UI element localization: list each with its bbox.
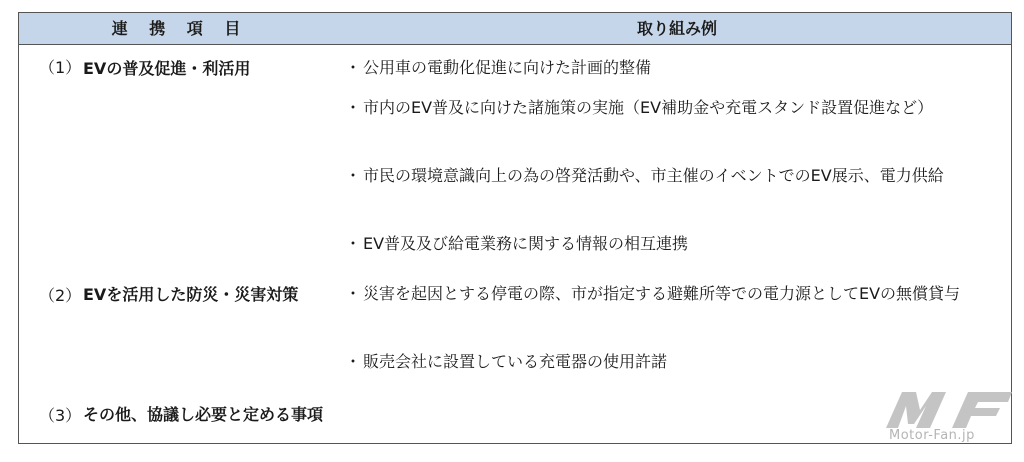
item-2-example-2 [345,347,1005,376]
example-text: 市民の環境意識向上の為の啓発活動や、市主催のイベントでのEV展示、電力供給 [363,166,944,185]
agreement-table [18,12,1012,444]
item-1-example-2 [345,93,1005,122]
item-3-number: （3） [39,406,82,425]
item-2-example-1 [345,279,1005,308]
item-1-example-4 [345,229,1005,258]
logo-letter-f [952,392,1012,428]
item-2-number: （2） [39,286,82,305]
watermark-text: Motor-Fan.jp [889,428,975,443]
item-2-label: EVを活用した防災・災害対策 [83,285,299,304]
example-text: 公用車の電動化促進に向けた計画的整備 [363,58,652,77]
bullet: ・ [345,284,362,303]
bullet: ・ [345,352,362,371]
item-1-label: EVの普及促進・利活用 [83,59,251,78]
bullet: ・ [345,98,362,117]
bullet: ・ [345,58,362,77]
item-1-example-1 [345,53,1005,82]
example-text: EV普及及び給電業務に関する情報の相互連携 [363,234,689,253]
bullet: ・ [345,234,362,253]
item-1-example-3 [345,161,1005,190]
motor-fan-logo [872,380,1022,460]
example-text: 市内のEV普及に向けた諸施策の実施（EV補助金や充電スタンド設置促進など） [363,98,934,117]
header-example-initiatives: 取り組み例 [636,19,717,38]
item-3-label: その他、協議し必要と定める事項 [83,405,324,424]
header-cooperation-items: 連 携 項 目 [111,19,249,38]
table-header [19,13,1011,45]
example-text: 災害を起因とする停電の際、市が指定する避難所等での電力源としてEVの無償貸与 [363,284,961,303]
bullet: ・ [345,166,362,185]
item-1-number: （1） [39,58,82,77]
logo-letter-m [886,392,946,428]
example-text: 販売会社に設置している充電器の使用許諾 [363,352,668,371]
